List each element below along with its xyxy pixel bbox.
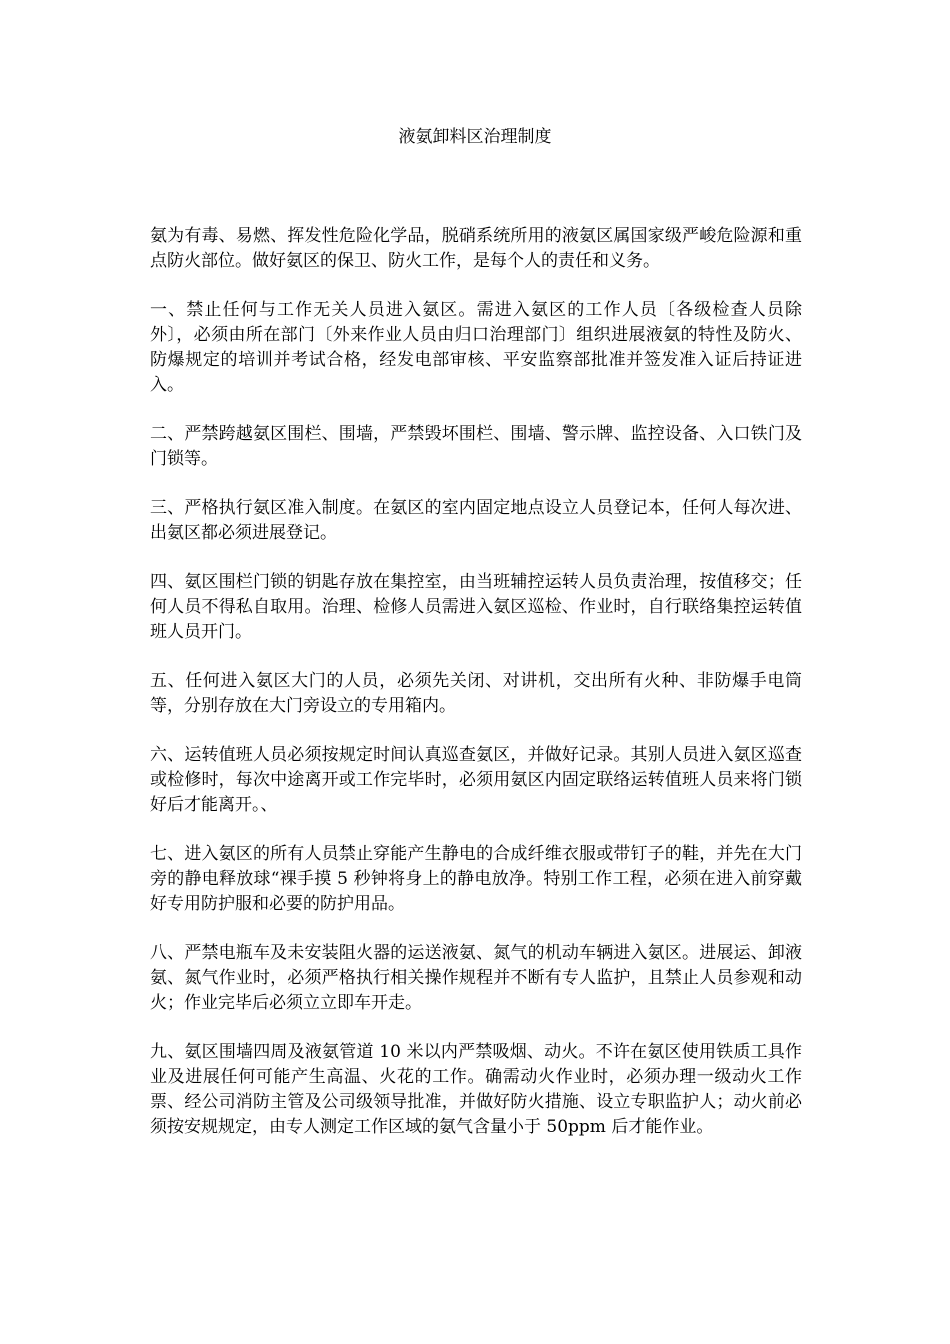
rule-paragraph-5: 五、任何进入氨区大门的人员，必须先关闭、对讲机，交出所有火种、非防爆手电筒等，分别存放在大门旁设立的专用箱内。 <box>150 671 802 716</box>
rule-paragraph-2: 二、严禁跨越氨区围栏、围墙，严禁毁坏围栏、围墙、警示牌、监控设备、入口铁门及门锁等。 <box>150 424 802 469</box>
intro-paragraph: 氨为有毒、易燃、挥发性危险化学品，脱硝系统所用的液氨区属国家级严峻危险源和重点防火部位。做好氨区的保卫、防火工作，是每个人的责任和义务。 <box>150 226 802 271</box>
rule-paragraph-8: 八、严禁电瓶车及未安装阻火器的运送液氨、氮气的机动车辆进入氨区。进展运、卸液氨、氮气作业时，必须严格执行相关操作规程并不断有专人监护，且禁止人员参观和动火；作业完毕后必须立立即车开走。 <box>150 943 802 1013</box>
document-body <box>150 224 802 1164</box>
rule-paragraph-1: 一、禁止任何与工作无关人员进入氨区。需进入氨区的工作人员〔各级检查人员除外〕，必须由所在部门〔外来作业人员由归口治理部门〕组织进展液氨的特性及防火、防爆规定的培训并考试合格，经发电部审核、平安监察部批准并签发准入证后持证进入。 <box>150 300 802 395</box>
rule-paragraph-3: 三、严格执行氨区准入制度。在氨区的室内固定地点设立人员登记本，任何人每次进、出氨区都必须进展登记。 <box>150 498 802 543</box>
rule-paragraph-7: 七、进入氨区的所有人员禁止穿能产生静电的合成纤维衣服或带钉子的鞋，并先在大门旁的静电释放球“裸手摸 5 秒钟将身上的静电放净。特别工作工程，必须在进入前穿戴好专用防护服和必要的防护用品。 <box>150 844 802 914</box>
rule-paragraph-6: 六、运转值班人员必须按规定时间认真巡查氨区，并做好记录。其别人员进入氨区巡查或检修时，每次中途离开或工作完毕时，必须用氨区内固定联络运转值班人员来将门锁好后才能离开。、 <box>150 745 802 815</box>
rule-paragraph-9: 九、氨区围墙四周及液氨管道 10 米以内严禁吸烟、动火。不许在氨区使用铁质工具作业及进展任何可能产生高温、火花的工作。确需动火作业时，必须办理一级动火工作票、经公司消防主管及公司级领导批准，并做好防火措施、设立专职监护人；动火前必须按安规规定，由专人测定工作区域的氨气含量小于 50ppm 后才能作业。 <box>150 1042 802 1137</box>
rule-paragraph-4: 四、氨区围栏门锁的钥匙存放在集控室，由当班辅控运转人员负责治理，按值移交；任何人员不得私自取用。治理、检修人员需进入氨区巡检、作业时，自行联络集控运转值班人员开门。 <box>150 572 802 642</box>
document-title: 液氨卸料区治理制度 <box>398 127 552 147</box>
